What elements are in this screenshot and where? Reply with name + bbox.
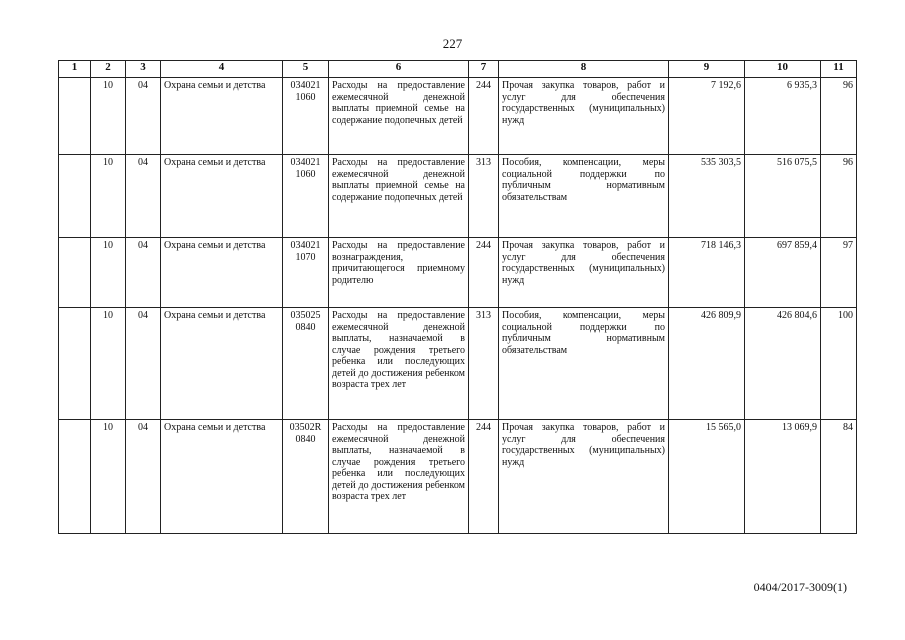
planned-amount: 15 565,0 [669,420,745,534]
target-article: 034021 1070 [283,238,329,308]
budget-table [58,60,857,534]
expense-description: Расходы на предоставление вознаграждения, причитающегося приемному родителю [329,238,469,308]
expense-type-name: Пособия, компенсации, меры социальной поддержки по публичным нормативным обязательствам [499,155,669,238]
section-name: Охрана семьи и детства [161,308,283,420]
actual-amount: 516 075,5 [745,155,821,238]
table-body [59,78,857,534]
planned-amount: 426 809,9 [669,308,745,420]
row-index [59,155,91,238]
target-article: 035025 0840 [283,308,329,420]
header-col-10: 10 [745,61,821,78]
subsection-code: 04 [126,155,161,238]
section-name: Охрана семьи и детства [161,420,283,534]
section-name: Охрана семьи и детства [161,78,283,155]
table-row [59,420,857,534]
section-code: 10 [91,238,126,308]
table-row [59,78,857,155]
row-index [59,78,91,155]
document-code: 0404/2017-3009(1) [753,580,847,594]
header-col-4: 4 [161,61,283,78]
planned-amount: 718 146,3 [669,238,745,308]
row-index [59,238,91,308]
expense-description: Расходы на предоставление ежемесячной денежной выплаты приемной семье на содержание подопечных детей [329,78,469,155]
expense-type-code: 313 [469,155,499,238]
expense-type-code: 313 [469,308,499,420]
section-code: 10 [91,308,126,420]
execution-percent: 96 [821,155,857,238]
execution-percent: 84 [821,420,857,534]
expense-type-name: Пособия, компенсации, меры социальной поддержки по публичным нормативным обязательствам [499,308,669,420]
subsection-code: 04 [126,420,161,534]
subsection-code: 04 [126,308,161,420]
header-col-9: 9 [669,61,745,78]
section-code: 10 [91,155,126,238]
row-index [59,308,91,420]
actual-amount: 6 935,3 [745,78,821,155]
section-name: Охрана семьи и детства [161,238,283,308]
subsection-code: 04 [126,78,161,155]
header-col-1: 1 [59,61,91,78]
table-row [59,308,857,420]
header-row [59,61,857,78]
header-col-2: 2 [91,61,126,78]
actual-amount: 697 859,4 [745,238,821,308]
expense-type-code: 244 [469,238,499,308]
target-article: 034021 1060 [283,78,329,155]
header-col-3: 3 [126,61,161,78]
header-col-11: 11 [821,61,857,78]
header-col-7: 7 [469,61,499,78]
expense-type-code: 244 [469,78,499,155]
section-code: 10 [91,420,126,534]
expense-description: Расходы на предоставление ежемесячной денежной выплаты приемной семье на содержание подопечных детей [329,155,469,238]
execution-percent: 100 [821,308,857,420]
expense-type-name: Прочая закупка товаров, работ и услуг для обеспечения государственных (муниципальных) нужд [499,238,669,308]
section-code: 10 [91,78,126,155]
subsection-code: 04 [126,238,161,308]
page-number: 227 [442,36,463,51]
actual-amount: 426 804,6 [745,308,821,420]
actual-amount: 13 069,9 [745,420,821,534]
table-row [59,238,857,308]
table-row [59,155,857,238]
target-article: 034021 1060 [283,155,329,238]
expense-description: Расходы на предоставление ежемесячной денежной выплаты, назначаемой в случае рождения третьего ребенка или последующих детей до достижения ребенком возраста трех лет [329,308,469,420]
expense-type-code: 244 [469,420,499,534]
table-header [59,61,857,78]
expense-type-name: Прочая закупка товаров, работ и услуг для обеспечения государственных (муниципальных) нужд [499,420,669,534]
execution-percent: 97 [821,238,857,308]
row-index [59,420,91,534]
execution-percent: 96 [821,78,857,155]
target-article: 03502R 0840 [283,420,329,534]
planned-amount: 535 303,5 [669,155,745,238]
header-col-8: 8 [499,61,669,78]
expense-type-name: Прочая закупка товаров, работ и услуг для обеспечения государственных (муниципальных) нужд [499,78,669,155]
planned-amount: 7 192,6 [669,78,745,155]
expense-description: Расходы на предоставление ежемесячной денежной выплаты, назначаемой в случае рождения третьего ребенка или последующих детей до достижения ребенком возраста трех лет [329,420,469,534]
section-name: Охрана семьи и детства [161,155,283,238]
header-col-5: 5 [283,61,329,78]
header-col-6: 6 [329,61,469,78]
